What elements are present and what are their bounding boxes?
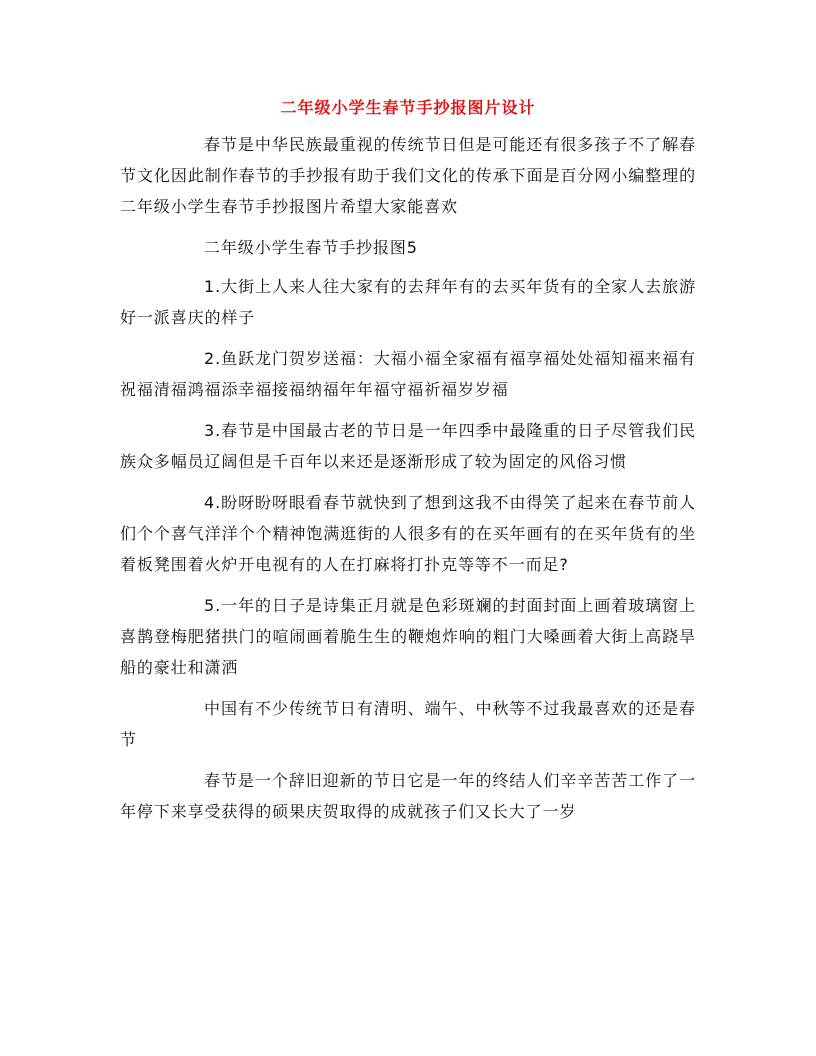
list-item-4: 4.盼呀盼呀眼看春节就快到了想到这我不由得笑了起来在春节前人们个个喜气洋洋个个精神饱满逛街的人很多有的在买年画有的在买年货有的坐着板凳围着火炉开电视有的人在打麻将打扑克等等不一而足?	[120, 493, 696, 574]
document-title: 二年级小学生春节手抄报图片设计	[280, 98, 536, 117]
list-item-1: 1.大街上人来人往大家有的去拜年有的去买年货有的全家人去旅游好一派喜庆的样子	[120, 277, 696, 327]
list-item-3: 3.春节是中国最古老的节日是一年四季中最隆重的日子尽管我们民族众多幅员辽阔但是千百年以来还是逐渐形成了较为固定的风俗习惯	[120, 421, 696, 471]
intro-paragraph: 春节是中华民族最重视的传统节日但是可能还有很多孩子不了解春节文化因此制作春节的手抄报有助于我们文化的传承下面是百分网小编整理的二年级小学生春节手抄报图片希望大家能喜欢	[120, 135, 696, 216]
body-paragraph-spring-festival: 春节是一个辞旧迎新的节日它是一年的终结人们辛辛苦苦工作了一年停下来享受获得的硕果庆贺取得的成就孩子们又长大了一岁	[120, 771, 696, 821]
list-item-5: 5.一年的日子是诗集正月就是色彩斑斓的封面封面上画着玻璃窗上喜鹊登梅肥猪拱门的喧闹画着脆生生的鞭炮炸响的粗门大嗓画着大街上高跷旱船的豪壮和潇洒	[120, 596, 696, 677]
list-item-2: 2.鱼跃龙门贺岁送福：大福小福全家福有福享福处处福知福来福有祝福清福鸿福添幸福接福纳福年年福守福祈福岁岁福	[120, 349, 696, 399]
document-page	[120, 96, 696, 837]
section-heading: 二年级小学生春节手抄报图5	[204, 238, 418, 257]
body-paragraph-holidays: 中国有不少传统节日有清明、端午、中秋等不过我最喜欢的还是春节	[120, 699, 696, 749]
